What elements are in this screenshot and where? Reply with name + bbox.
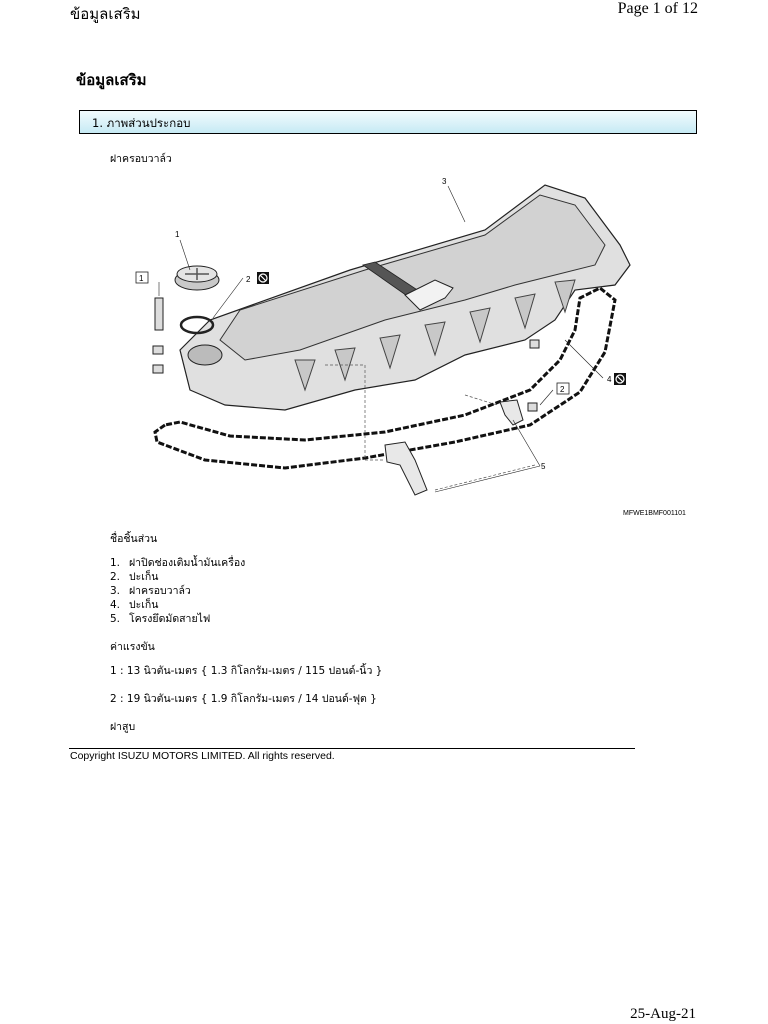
- section-heading-bar: [79, 110, 697, 134]
- callout-4: 4: [607, 375, 612, 384]
- callout-5: 5: [541, 462, 546, 471]
- list-item: 1. ฝาปิดช่องเติมน้ำมันเครื่อง: [110, 557, 246, 569]
- print-date: 25-Aug-21: [630, 1006, 696, 1022]
- list-item: 2. ปะเก็น: [110, 571, 159, 583]
- callout-1: 1: [175, 230, 180, 239]
- valve-cover-exploded-diagram: [135, 170, 695, 530]
- parts-list: [110, 556, 245, 626]
- parts-heading: ชื่อชิ้นส่วน: [110, 533, 158, 545]
- oil-filler-opening: [188, 345, 222, 365]
- torque-heading: ค่าแรงขัน: [110, 641, 155, 653]
- torque-spec-1: 1 : 13 นิวตัน-เมตร { 1.3 กิโลกรัม-เมตร / 115 ปอนด์-นิ้ว }: [110, 665, 383, 677]
- harness-bracket-left: [385, 442, 427, 495]
- boxed-callout-1: 1: [139, 274, 144, 283]
- page-number: Page 1 of 12: [617, 0, 698, 17]
- figure-caption: ฝาครอบวาล์ว: [110, 153, 172, 165]
- boxed-callout-2: 2: [560, 385, 565, 394]
- next-section-title: ฝาสูบ: [110, 721, 136, 733]
- copyright-notice: Copyright ISUZU MOTORS LIMITED. All rights reserved.: [70, 750, 335, 762]
- do-not-reuse-icon: [257, 272, 269, 284]
- list-item: 3. ฝาครอบวาล์ว: [110, 585, 191, 597]
- footer-divider: [69, 748, 635, 749]
- document-title: ข้อมูลเสริม: [76, 71, 147, 89]
- harness-bracket-right: [500, 400, 523, 425]
- callout-3: 3: [442, 177, 447, 186]
- do-not-reuse-icon: [614, 373, 626, 385]
- callout-2: 2: [246, 275, 251, 284]
- torque-spec-2: 2 : 19 นิวตัน-เมตร { 1.9 กิโลกรัม-เมตร / 14 ปอนด์-ฟุต }: [110, 693, 377, 705]
- list-item: 4. ปะเก็น: [110, 599, 159, 611]
- figure-code: MFWE1BMF001101: [623, 510, 686, 517]
- header-title: ข้อมูลเสริม: [70, 5, 141, 23]
- list-item: 5. โครงยึดมัดสายไฟ: [110, 613, 211, 625]
- section-heading: 1. ภาพส่วนประกอบ: [92, 116, 191, 130]
